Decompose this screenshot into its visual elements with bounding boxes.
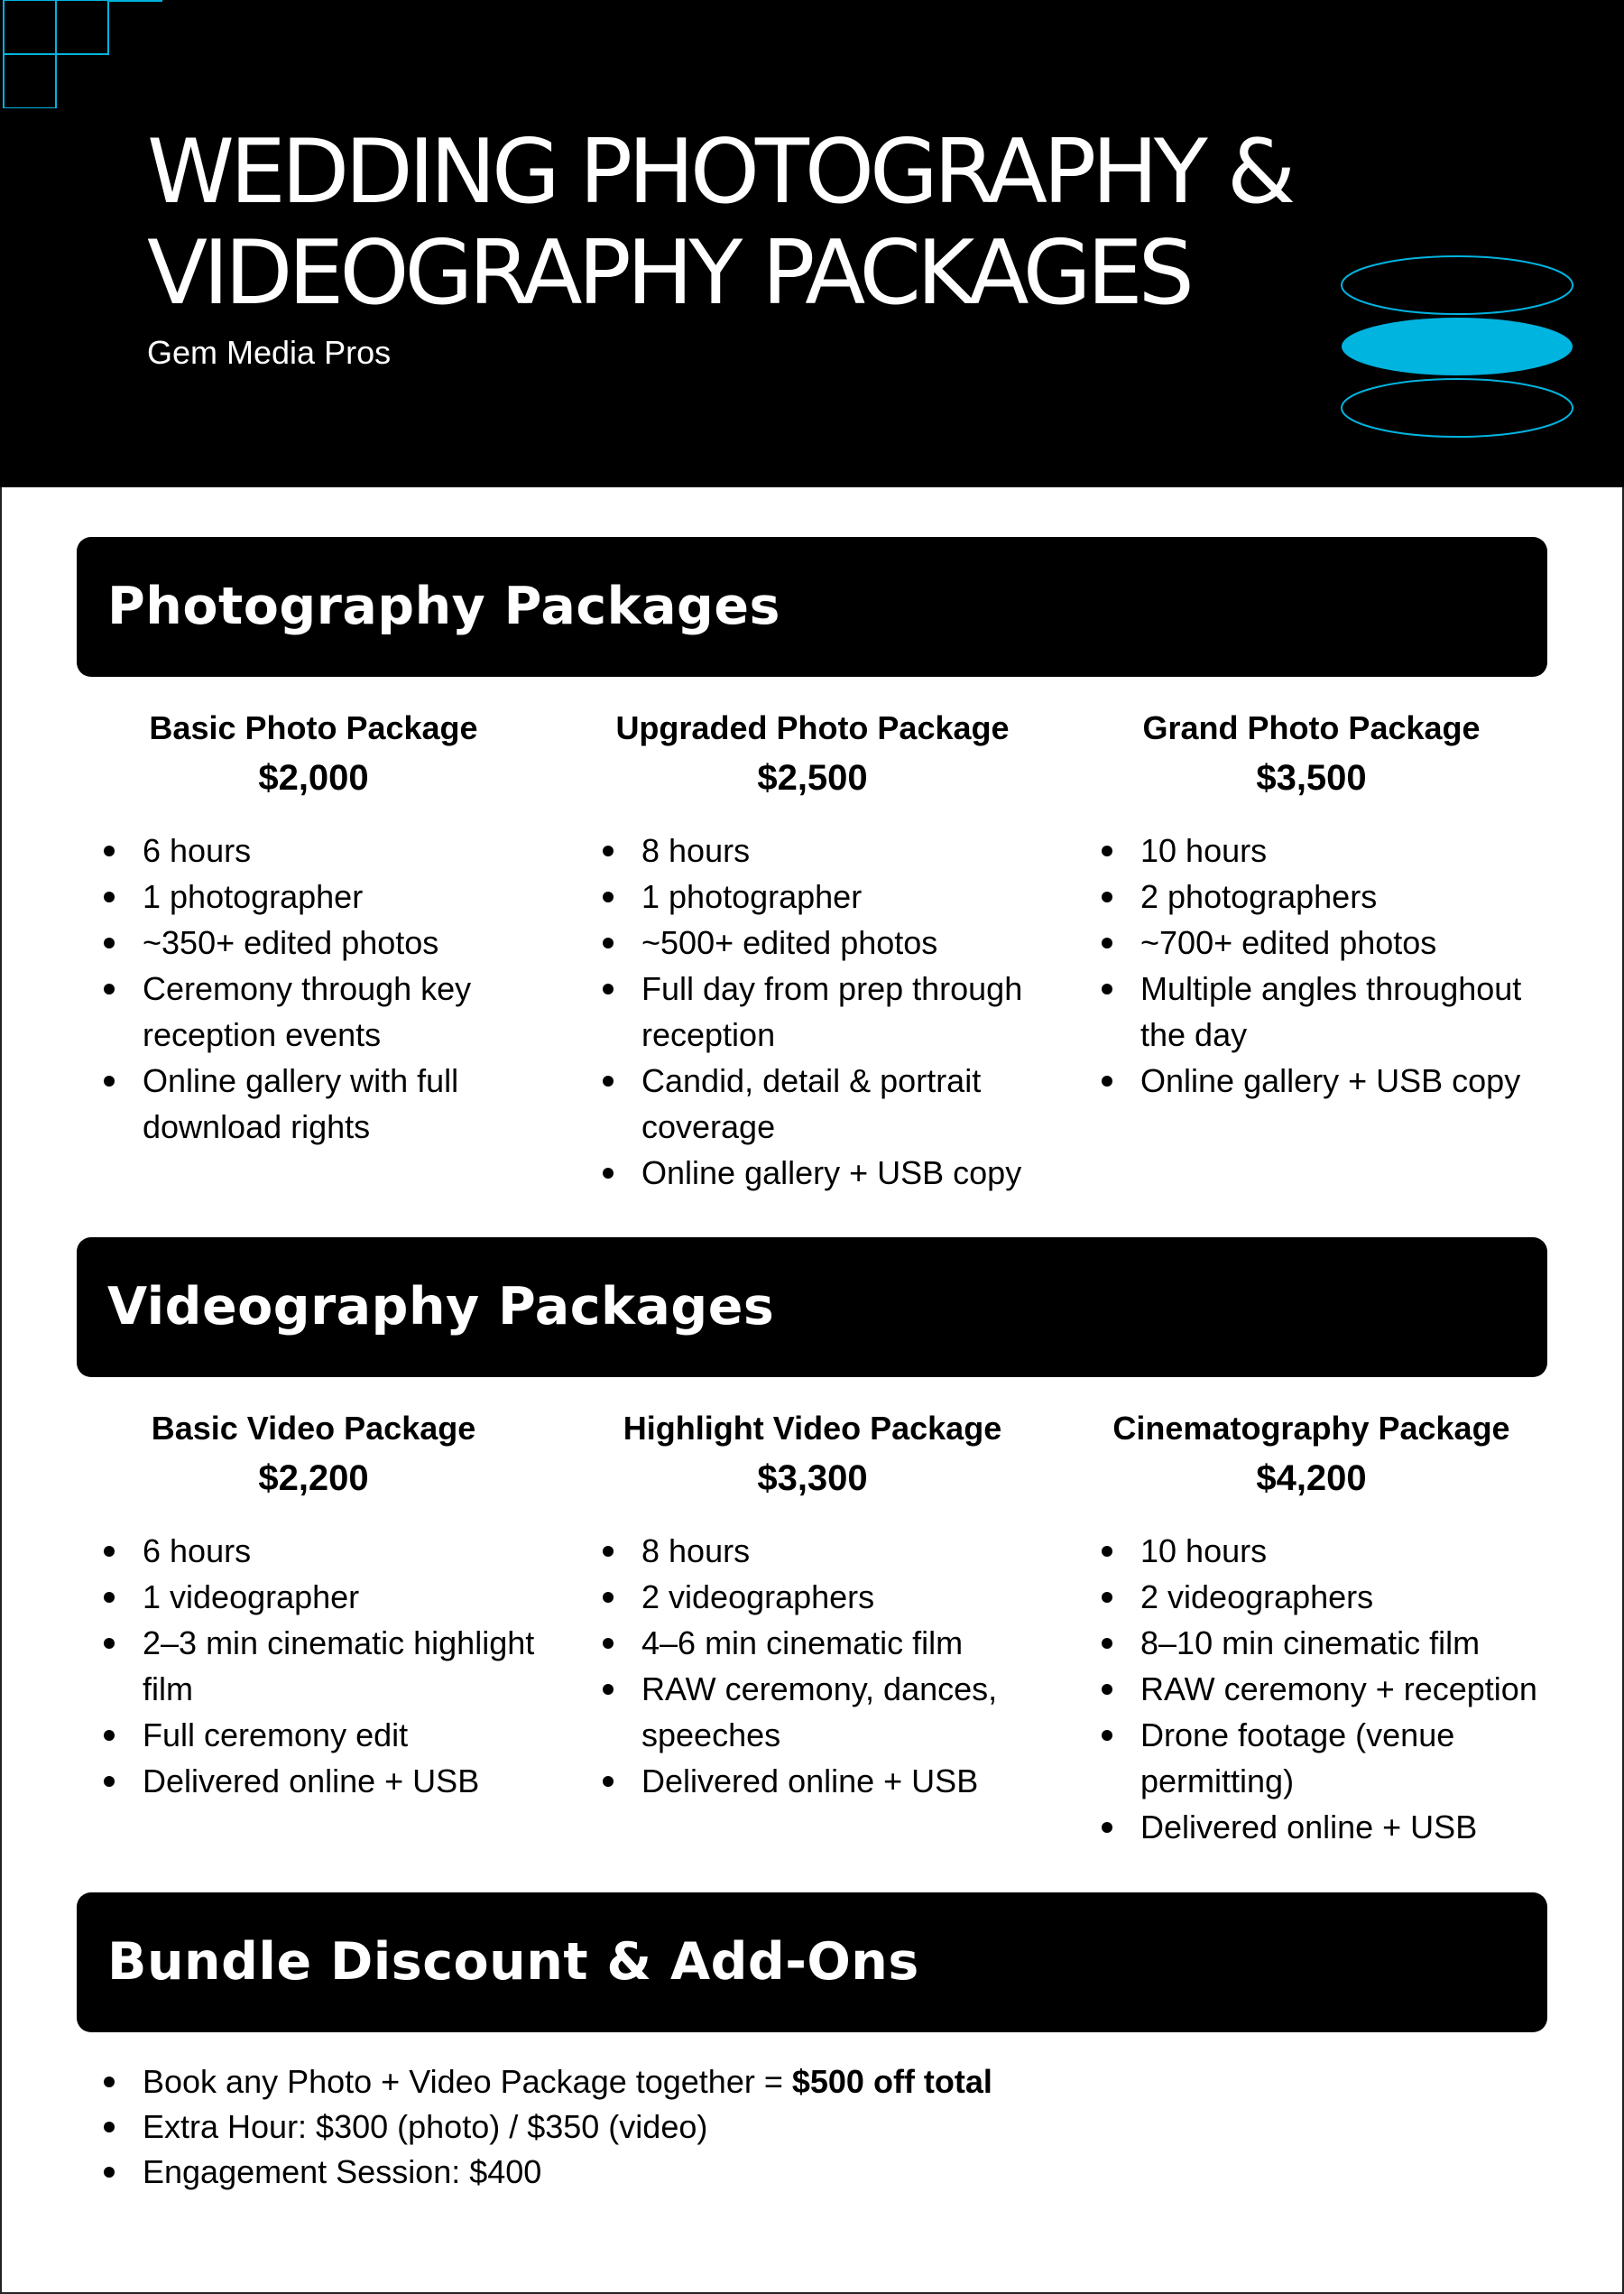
package-card-highlight-video bbox=[576, 1404, 1076, 1804]
feature-item: ~700+ edited photos bbox=[1075, 920, 1575, 966]
feature-item: Online gallery with full download rights bbox=[77, 1058, 577, 1150]
feature-item: Delivered online + USB bbox=[1075, 1804, 1575, 1850]
feature-item: 6 hours bbox=[77, 828, 577, 874]
feature-item: Delivered online + USB bbox=[77, 1758, 577, 1804]
document-title bbox=[147, 122, 1291, 324]
bundle-section-header bbox=[77, 1892, 1547, 2032]
package-price: $2,500 bbox=[757, 758, 868, 798]
package-price: $3,300 bbox=[757, 1458, 868, 1498]
feature-item: 4–6 min cinematic film bbox=[576, 1620, 1076, 1666]
company-name: Gem Media Pros bbox=[147, 334, 392, 371]
stacked-ovals-decoration bbox=[1335, 253, 1579, 451]
feature-list bbox=[576, 1528, 1076, 1804]
feature-item: Multiple angles throughout the day bbox=[1075, 966, 1575, 1058]
feature-item: ~350+ edited photos bbox=[77, 920, 577, 966]
photography-section-header bbox=[77, 537, 1547, 677]
feature-item: Candid, detail & portrait coverage bbox=[576, 1058, 1076, 1150]
feature-item: 8 hours bbox=[576, 828, 1076, 874]
package-card-cinematography bbox=[1075, 1404, 1575, 1850]
feature-item: Delivered online + USB bbox=[576, 1758, 1076, 1804]
feature-item: 2 videographers bbox=[1075, 1574, 1575, 1620]
package-name: Basic Photo Package bbox=[149, 709, 478, 746]
corner-grid-decoration bbox=[0, 0, 162, 108]
title-line-1: WEDDING PHOTOGRAPHY & bbox=[147, 121, 1292, 224]
feature-list bbox=[77, 828, 577, 1150]
bundle-section-title: Bundle Discount & Add-Ons bbox=[107, 1932, 919, 1992]
feature-item: 10 hours bbox=[1075, 1528, 1575, 1574]
package-card-basic-video bbox=[77, 1404, 577, 1804]
bundle-discount-text: Book any Photo + Video Package together = bbox=[143, 2063, 792, 2100]
feature-list bbox=[77, 1528, 577, 1804]
package-name: Grand Photo Package bbox=[1142, 709, 1481, 746]
package-price: $2,200 bbox=[258, 1458, 369, 1498]
feature-item: 10 hours bbox=[1075, 828, 1575, 874]
title-line-2: VIDEOGRAPHY PACKAGES bbox=[147, 222, 1190, 325]
feature-list bbox=[1075, 828, 1575, 1104]
feature-item: 1 photographer bbox=[77, 874, 577, 920]
feature-item: 2 photographers bbox=[1075, 874, 1575, 920]
feature-item: Online gallery + USB copy bbox=[576, 1150, 1076, 1196]
feature-item: 1 videographer bbox=[77, 1574, 577, 1620]
videography-section-header bbox=[77, 1237, 1547, 1377]
feature-item: Ceremony through key reception events bbox=[77, 966, 577, 1058]
feature-list bbox=[1075, 1528, 1575, 1850]
feature-item: RAW ceremony + reception bbox=[1075, 1666, 1575, 1712]
feature-item: 1 photographer bbox=[576, 874, 1076, 920]
package-name: Highlight Video Package bbox=[623, 1410, 1002, 1447]
package-card-basic-photo bbox=[77, 704, 577, 1150]
feature-item: Full day from prep through reception bbox=[576, 966, 1076, 1058]
package-name: Cinematography Package bbox=[1112, 1410, 1510, 1447]
photography-section-title: Photography Packages bbox=[107, 577, 780, 636]
package-name: Upgraded Photo Package bbox=[615, 709, 1010, 746]
addons-list bbox=[77, 2059, 1547, 2195]
package-price: $3,500 bbox=[1256, 758, 1367, 798]
feature-item: ~500+ edited photos bbox=[576, 920, 1076, 966]
feature-list bbox=[576, 828, 1076, 1196]
package-price: $2,000 bbox=[258, 758, 369, 798]
package-price: $4,200 bbox=[1256, 1458, 1367, 1498]
package-card-upgraded-photo bbox=[576, 704, 1076, 1196]
feature-item: 2–3 min cinematic highlight film bbox=[77, 1620, 577, 1712]
feature-item: Drone footage (venue permitting) bbox=[1075, 1712, 1575, 1804]
videography-section-title: Videography Packages bbox=[107, 1277, 775, 1337]
feature-item: RAW ceremony, dances, speeches bbox=[576, 1666, 1076, 1758]
feature-item: 2 videographers bbox=[576, 1574, 1076, 1620]
feature-item: Online gallery + USB copy bbox=[1075, 1058, 1575, 1104]
addon-item: Extra Hour: $300 (photo) / $350 (video) bbox=[77, 2104, 1547, 2150]
feature-item: 6 hours bbox=[77, 1528, 577, 1574]
package-card-grand-photo bbox=[1075, 704, 1575, 1104]
package-name: Basic Video Package bbox=[151, 1410, 476, 1447]
header-banner bbox=[0, 0, 1624, 487]
addon-item: Engagement Session: $400 bbox=[77, 2150, 1547, 2195]
feature-item: Full ceremony edit bbox=[77, 1712, 577, 1758]
feature-item: 8–10 min cinematic film bbox=[1075, 1620, 1575, 1666]
bundle-discount-amount: $500 off total bbox=[791, 2063, 992, 2100]
feature-item: 8 hours bbox=[576, 1528, 1076, 1574]
bundle-discount-item bbox=[77, 2059, 1547, 2104]
